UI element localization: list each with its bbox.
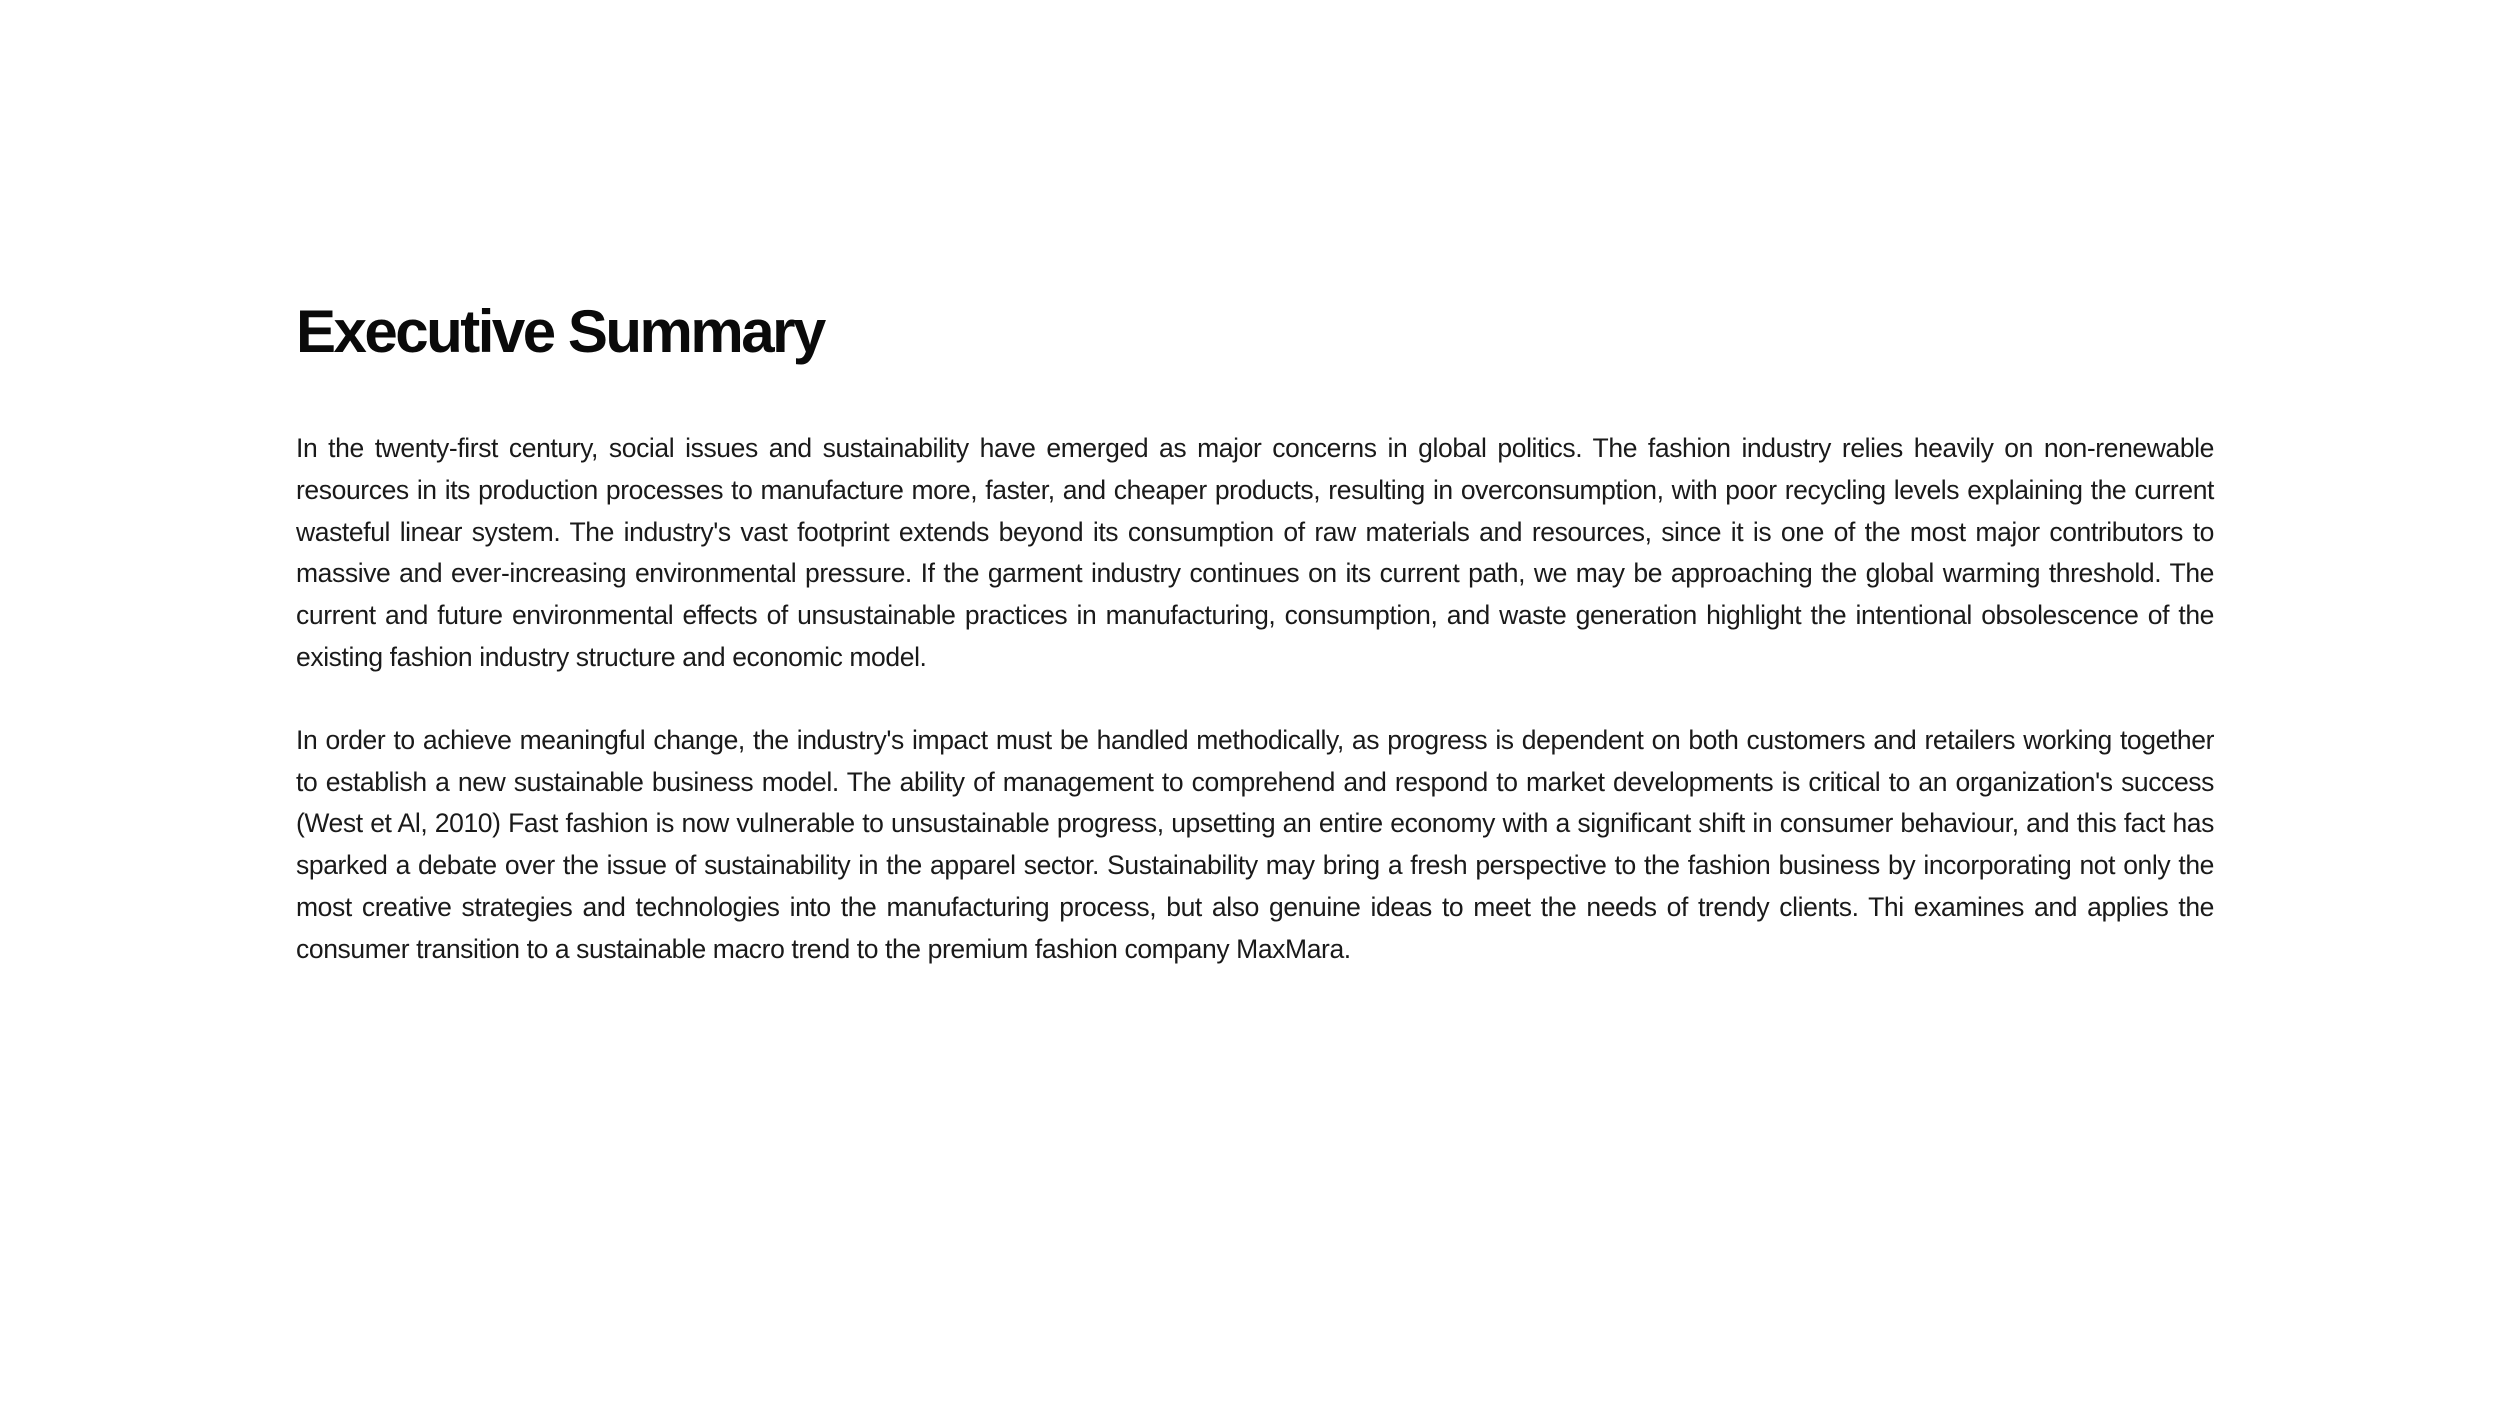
page-title: Executive Summary (296, 298, 824, 365)
paragraph-1: In the twenty-first century, social issues and sustainability have emerged as major concerns in global politics. The fashion industry relies heavily on non-renewable resources in its production processes to manufacture more, faster, and cheaper products, resulting in overconsumption, with poor recycling levels explaining the current wasteful linear system. The industry's vast footprint extends beyond its consumption of raw materials and resources, since it is one of the most major contributors to massive and ever-increasing environmental pressure. If the garment industry continues on its current path, we may be approaching the global warming threshold. The current and future environmental effects of unsustainable practices in manufacturing, consumption, and waste generation highlight the intentional obsolescence of the existing fashion industry structure and economic model. (296, 433, 2214, 672)
paragraph-2: In order to achieve meaningful change, the industry's impact must be handled methodically, as progress is dependent on both customers and retailers working together to establish a new sustainable business model. The ability of management to comprehend and respond to market developments is critical to an organization's success (West et Al, 2010) Fast fashion is now vulnerable to unsustainable progress, upsetting an entire economy with a significant shift in consumer behaviour, and this fact has sparked a debate over the issue of sustainability in the apparel sector. Sustainability may bring a fresh perspective to the fashion business by incorporating not only the most creative strategies and technologies into the manufacturing process, but also genuine ideas to meet the needs of trendy clients. Thi examines and applies the consumer transition to a sustainable macro trend to the premium fashion company MaxMara. (296, 724, 2214, 964)
executive-summary-section (296, 296, 2214, 971)
